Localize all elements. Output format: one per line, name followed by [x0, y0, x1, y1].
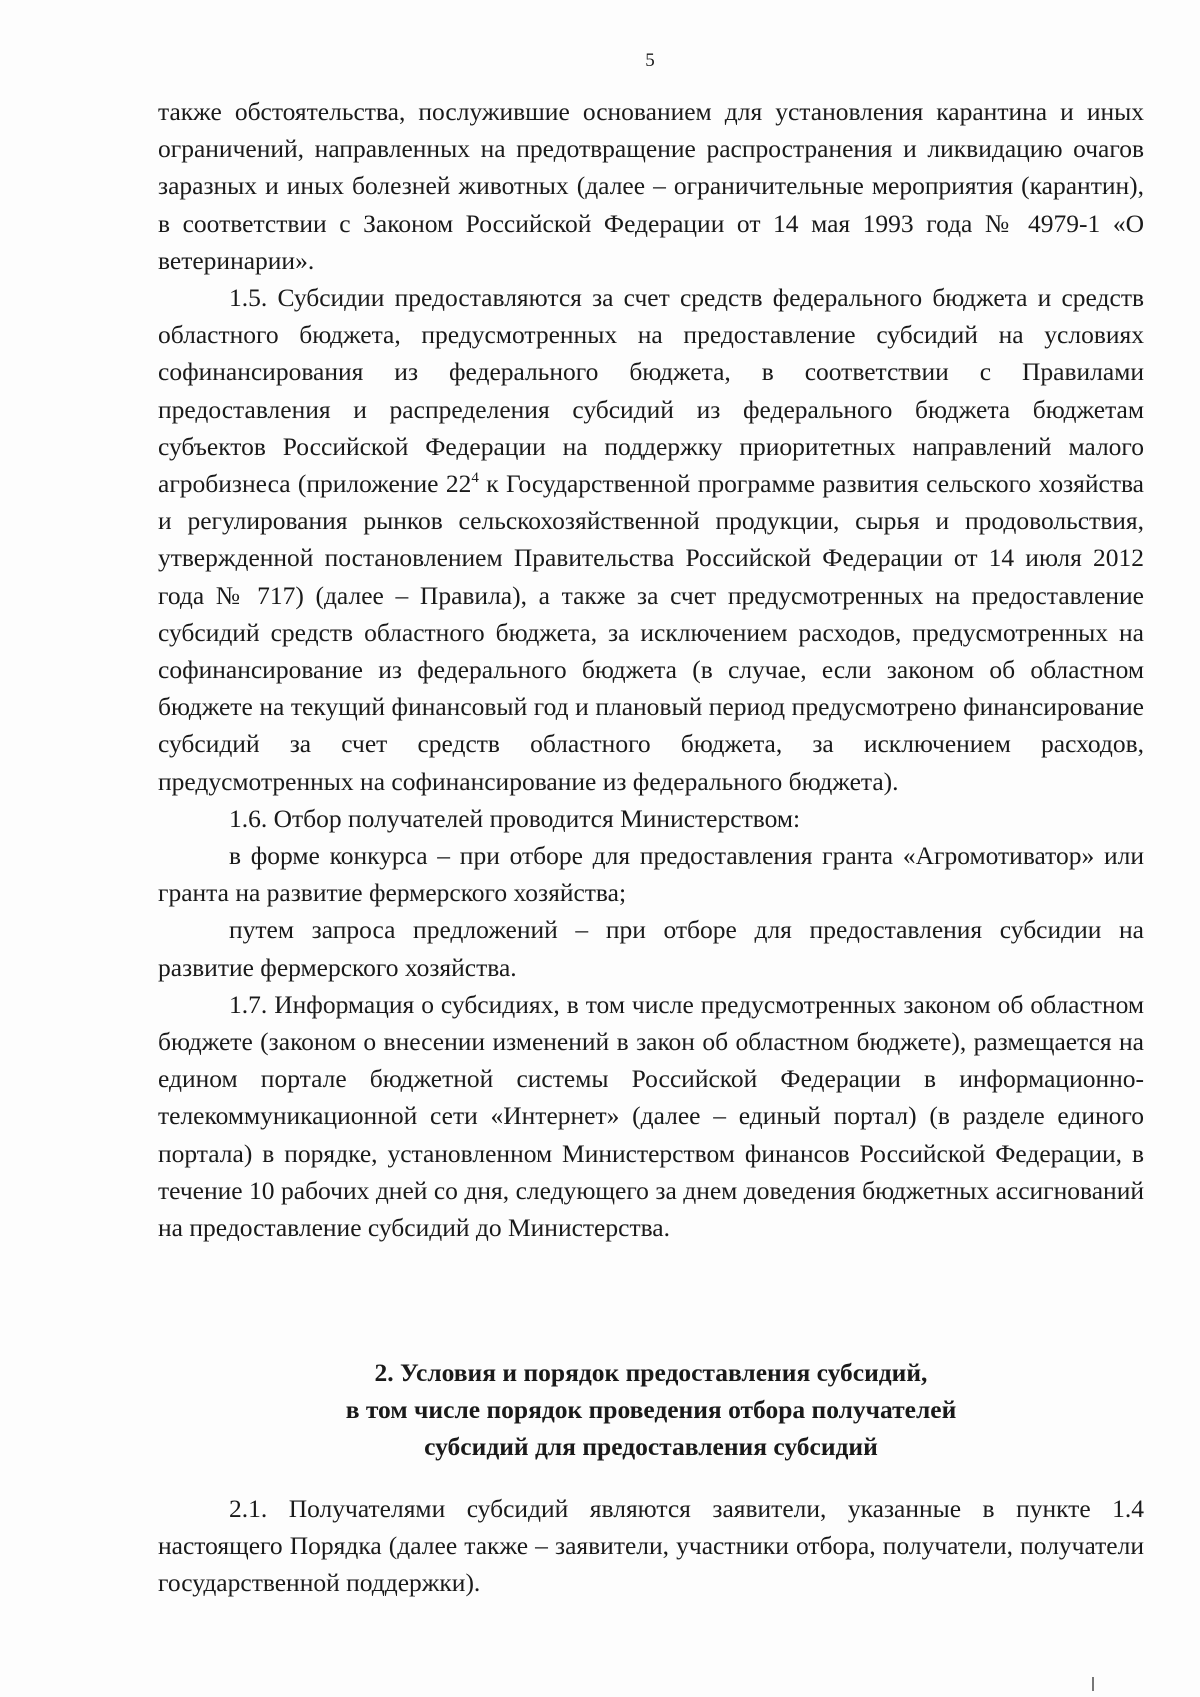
paragraph-continuation: также обстоятельства, послужившие основанием для установления карантина и иных ограничений, направленных на предотвращение распространения и ликвидацию очагов заразных и иных болезней животных (далее – ограничительные мероприятия (карантин), в соответствии с Законом Российской Федерации от 14 мая 1993 года № 4979-1 «О ветеринарии».: [158, 97, 1144, 275]
section-2-heading: [158, 1354, 1144, 1465]
paragraph-1-6-contest: в форме конкурса – при отборе для предоставления гранта «Агромотиватор» или гранта на развитие фермерского хозяйства;: [158, 841, 1144, 908]
section-1-text: [158, 93, 1144, 1246]
paragraph-1-6: 1.6. Отбор получателей проводится Министерством:: [229, 803, 801, 833]
paragraph-2-1: 2.1. Получателями субсидий являются заявители, указанные в пункте 1.4 настоящего Порядка (далее также – заявители, участники отбора, получатели, получатели государственной поддержки).: [158, 1494, 1144, 1598]
paragraph-1-5: [158, 279, 1144, 800]
scan-speck: [1092, 1677, 1094, 1691]
paragraph-1-7: 1.7. Информация о субсидиях, в том числе предусмотренных законом об областном бюджете (законом о внесении изменений в закон об областном бюджете), размещается на едином портале бюджетной системы Российской Федерации в информационно-телекоммуникационной сети «Интернет» (далее – единый портал) (в разделе единого портала) в порядке, установленном Министерством финансов Российской Федерации, в течение 10 рабочих дней со дня, следующего за днем доведения бюджетных ассигнований на предоставление субсидий до Министерства.: [158, 989, 1144, 1243]
paragraph-1-5-part-1: 1.5. Субсидии предоставляются за счет средств федерального бюджета и средств областного бюджета, предусмотренных на предоставление субсидий на условиях софинансирования из федерального бюджета, в соответствии с Правилами предоставления и распределения субсидий из федерального бюджета бюджетам субъектов Российской Федерации на поддержку приоритетных направлений малого агробизнеса (приложение 22: [158, 283, 1144, 499]
paragraph-1-6-request: путем запроса предложений – при отборе для предоставления субсидии на развитие фермерского хозяйства.: [158, 915, 1144, 982]
section-heading-line-1: 2. Условия и порядок предоставления субсидий,: [374, 1358, 928, 1387]
section-2-text: [158, 1490, 1144, 1602]
superscript-4: 4: [471, 470, 479, 487]
section-heading-line-3: субсидий для предоставления субсидий: [424, 1432, 878, 1461]
paragraph-1-5-part-2: к Государственной программе развития сельского хозяйства и регулирования рынков сельскохозяйственной продукции, сырья и продовольствия, утвержденной постановлением Правительства Российской Федерации от 14 июля 2012 года № 717) (далее – Правила), а также за счет предусмотренных на предоставление субсидий средств областного бюджета, за исключением расходов, предусмотренных на софинансирование из федерального бюджета (в случае, если законом об областном бюджете на текущий финансовый год и плановый период предусмотрено финансирование субсидий за счет средств областного бюджета, за исключением расходов, предусмотренных на софинансирование из федерального бюджета).: [158, 469, 1145, 796]
section-heading-line-2: в том числе порядок проведения отбора получателей: [345, 1395, 957, 1424]
page-number: 5: [645, 50, 655, 71]
